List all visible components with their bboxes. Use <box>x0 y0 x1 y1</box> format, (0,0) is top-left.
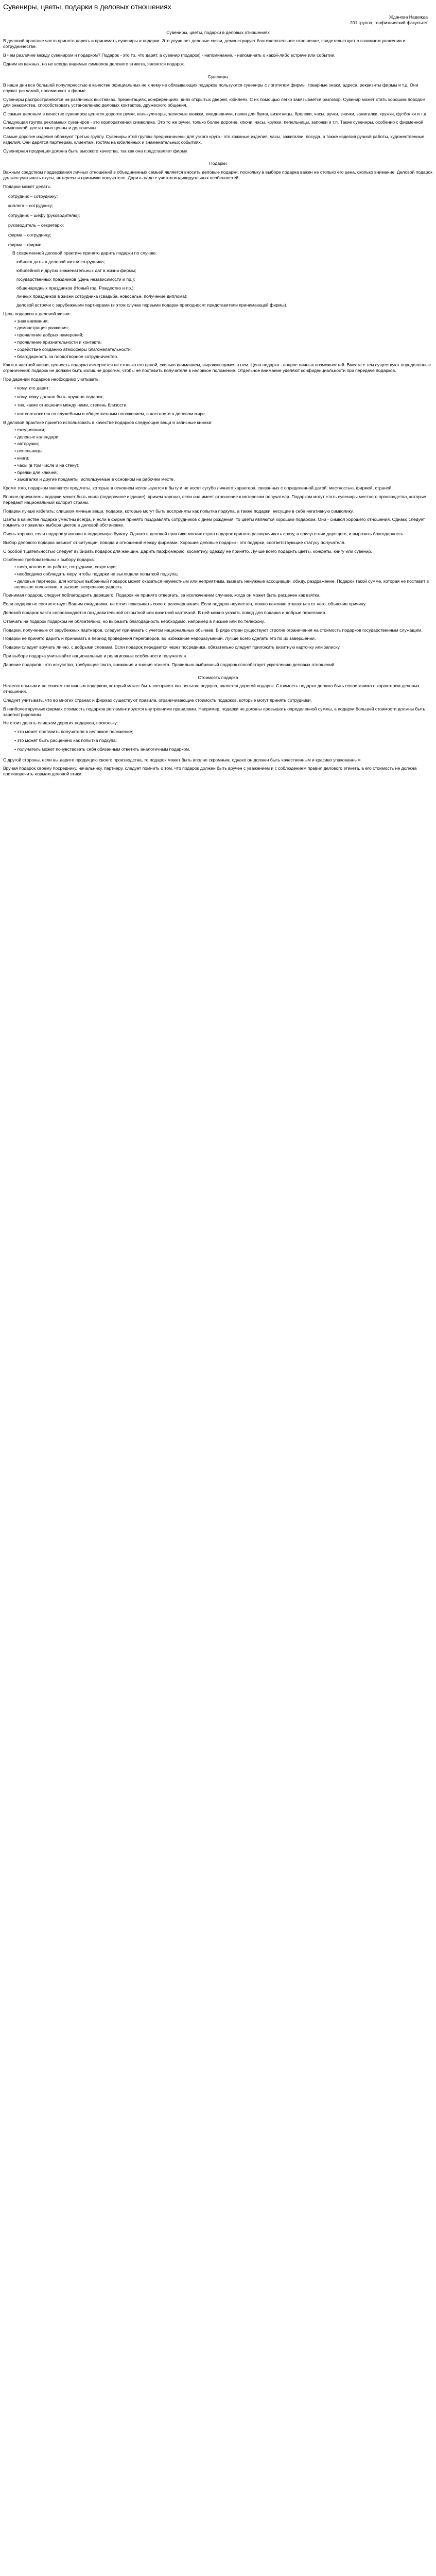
paragraph: При выборе подарка учитывайте национальные и религиозные особенности получателя. <box>3 653 187 658</box>
paragraph: Важным средством поддержания личных отношений в объединенных семьей является вносить деловые подарки, поскольку в выборе подарка важен не столько его цена, сколько внимание. Деловой подарок должен учитывать вкусы, интересы и привычки получателя. Дарить надо с учетом индивидуальных особенностей. <box>3 170 433 180</box>
paragraph: Подарки не принято дарить и принимать в период проведения переговоров, во избежание недоразумений. Лучше всего сделать это по их завершении. <box>3 636 316 641</box>
list-item: • благодарность за плодотворное сотрудничество. <box>14 354 433 360</box>
paragraph: Подарки, полученные от зарубежных партнеров, следует принимать с учетом национальных обычаев. В ряде стран существуют строгие ограничения на стоимость подарков государственным служащим. <box>3 627 423 633</box>
paragraph: Следует учитывать, что во многих странах и фирмах существуют правила, ограничивающие стоимость подарков, которые могут принять сотрудники. <box>3 697 312 703</box>
paragraph: Не стоит делать слишком дорогих подарков, поскольку: <box>3 720 118 726</box>
paragraph: В деловой практике принято использовать в качестве подарков следующие вещи и записные книжки: <box>3 420 213 426</box>
paragraph: Следующая группа рекламных сувениров - это корпоративная символика. Это то же ручки, только более дорогие, ключи, часы, кружки, пепельницы, запонки и т.п. Такие сувениры, особенно с фирменной символикой, достаточно ценны и долговечны. <box>3 120 424 131</box>
paragraph: Сувениры распространяются на различных выставках, презентациях, конференциях, днях открытых дверей, юбилеях. С их помощью легко завязывается разговор. Сувенир может стать хорошим поводом для знакомства, способствовать установлению деловых контактов, дружеского общения. <box>3 96 426 108</box>
list-item: • как соотносится со служебным и общественным положением, в частности в деловом мире. <box>14 411 433 417</box>
paragraph: В наши дни все большей популярностью в качестве официальных не к чему не обязывающих подарков пользуются сувениры с логотипом фирмы, товарные знаки, адреса, реквизиты фирмы и т.д. Они служат рекламой, напоминают о фирме. <box>3 82 418 94</box>
list-item: • кому, кто дарит; <box>14 385 433 391</box>
list-item: • часы (в том числе и на стену); <box>14 463 433 468</box>
paragraph: Отвечать на подарок подарком не обязательно, но выразить благодарность необходимо, например в письме или по телефону. <box>3 618 265 624</box>
list-item: • авторучки; <box>14 441 433 447</box>
author-name: Жданова Надежда <box>389 14 428 20</box>
paragraph: При дарении подарков необходимо учитывать: <box>3 377 100 382</box>
author-group: 201 группа, геофизический факультет <box>350 20 428 25</box>
list-item: • книги; <box>14 455 433 461</box>
paragraph: Принимая подарок, следует поблагодарить дарящего. Подарок не принято отвергать, за исключением случаев, когда он может быть расценен как взятка. <box>3 592 321 598</box>
list-item: сотрудник – сотруднику; <box>8 193 58 199</box>
list-item: • получатель может почувствовать себя обязанным ответить аналогичным подарком. <box>14 747 433 752</box>
list-item: юбилея даты в деловой жизни сотрудника; <box>16 259 105 265</box>
list-item: • проявление добрых намерений; <box>14 332 433 338</box>
list-item: • деловые календари; <box>14 434 433 440</box>
list-item: государственных праздников (День независимости и пр.); <box>16 276 135 282</box>
list-item: сотрудник – шефу (руководителю); <box>8 213 80 218</box>
section-heading-cost: Стоимость подарка <box>198 674 238 680</box>
paragraph: В чем различие между сувениром и подарком? Подарок - это то, что дарят, а сувенир (подарок) - напоминание, - напоминать о какой-либо встрече или событии. <box>3 52 336 58</box>
list-item: • знак внимания; <box>14 318 433 324</box>
paragraph: Нежелательным и не совсем тактичным подарком, который может быть воспринят как попытка подкупа, является дорогой подарок. Стоимость подарка должна быть сопоставима с характером деловых отношений. <box>3 683 420 694</box>
paragraph: Подарки следует вручать лично, с добрыми словами. Если подарок передается через посредника, обязательно следует приложить визитную карточку или записку. <box>3 645 341 650</box>
list-item: фирма – сотруднику; <box>8 232 51 238</box>
paragraph: Кроме того, подарком являются предметы, которые в основном используются в быту и не носят сугубо личного характера, связанных с определенной датой, местностью, фирмой, страной. <box>3 485 393 491</box>
paragraph: Выбор делового подарка зависит от ситуации, повода и отношений между фирмами. Хорошие деловые подарки - это подарки, соответствующие статусу получателя. <box>3 539 345 545</box>
list-item: руководитель – секретарю; <box>8 222 64 228</box>
list-item: • кому, кому должно быть вручено подарок; <box>14 394 433 400</box>
paragraph: С особой тщательностью следует выбирать подарок для женщин. Дарить парфюмерию, косметику, одежду не принято. Лучше всего подарить цветы, конфеты, книгу или сувенир. <box>3 548 372 554</box>
list-item: • проявление признательности и контакта; <box>14 340 433 345</box>
paragraph: Подарки может делать: <box>3 183 51 189</box>
section-heading-gifts: Подарки <box>209 161 227 166</box>
list-item: юбилейной и других знаменательных дат в жизни фирмы; <box>16 267 136 273</box>
paragraph: Одним из важных, но не всегда видимых символов делового этикета, является подарок. <box>3 61 185 66</box>
list-item: • пепельницы; <box>14 448 433 454</box>
paragraph: Вручая подарок своему посреднику, начальнику, партнеру, следует помнить о том, что подарок должен быть вручен с уважением и с соблюдением правил делового этикета, а его стоимость не должна противоречить нормам деловой этики. <box>3 766 417 777</box>
paragraph: Особенно требовательны к выбору подарка: <box>3 557 95 563</box>
list-item: фирма – фирме. <box>8 242 43 247</box>
paragraph: Самые дорогие изделия образуют третью группу. Сувениры этой группы предназначены для узкого круга - это кожаные изделия, часы, зажигалки, посуда, а также изделия ручной работы, художественные изделия. Они дарятся партнерам, клиентам, гостям на юбилейных и знаменательных событиях. <box>3 133 425 145</box>
list-item: • шеф, коллеги по работе, сотрудники, секретари; <box>14 564 433 570</box>
paragraph: Дарение подарков - это искусство, требующее такта, внимания и знания этикета. Правильно выбранный подарок способствует укреплению деловых отношений. <box>3 662 336 667</box>
paragraph: Подарки лучше избегать: слишком личные вещи, подарки, которые могут быть восприняты как попытка подкупа, а также подарки, несущие в себе негативную символику. <box>3 508 354 514</box>
list-item: • зажигалки и другие предметы, используемые в основном на рабочем месте. <box>14 477 433 482</box>
paragraph: Цветы в качестве подарка уместны всегда, и если в фирме принято поздравлять сотрудников с днем рождения, то цветы являются хорошим подарком. Они - символ хорошего отношения. Однако следует помнить о правилах выбора цветов в деловой обстановке. <box>3 517 425 528</box>
paragraph: Очень хорошо, если подарок упакован в подарочную бумагу. Однако в деловой практике многих стран подарок принято разворачивать сразу, в присутствии дарящего, и выразить благодарность. <box>3 531 405 536</box>
list-item: личных праздников в жизни сотрудника (свадьба, новоселье, получение диплома); <box>16 294 188 299</box>
paragraph: В современной деловой практике принято дарить подарки по случаю: <box>12 250 157 256</box>
paragraph: Как и в частной жизни, ценность подарка измеряется не столько его ценой, сколько вниманием, выражающимся в нем. Цена подарка - вопрос личных возможностей. Вместе с тем существуют определенные ограничения: подарок не должен быть излишне дорогим, чтобы не поставить получателя в неловкое положение. Отдельное внимание уделяют конфиденциальности при передаче подарков. <box>3 362 431 374</box>
list-item: • демонстрация уважения; <box>14 325 433 331</box>
paragraph: Деловой подарок часто сопровождается поздравительной открыткой или визитной карточкой. В ней можно указать повод для подарка и добрые пожелания. <box>3 609 326 615</box>
paragraph: Вполне приемлемы подарки может быть книга (подарочное издание), причем хорошо, если она имеет отношение к интересам получателя. Подарком могут стать сувениры местного производства, которые передают национальный колорит страны. <box>3 494 426 505</box>
section-heading-souvenirs: Сувениры <box>207 74 229 79</box>
list-item: • тип, какие отношения между ними, степень близости; <box>14 402 433 408</box>
list-item: • необходимо соблюдать меру, чтобы подарки не выглядели попыткой подкупа; <box>14 571 433 577</box>
list-item: коллега – сотруднику; <box>8 203 54 209</box>
list-item: • деловые партнеры, для которых выбранный подарок может оказаться неуместным или неприятным, вызвать ненужные ассоциации, обиду, раздражение. Подарок такой сумме, которая не поставит в неловкое положение, а вызовет искреннюю радость. <box>14 579 433 590</box>
paragraph: С другой стороны, если вы дарите продукцию своего производства, то подарок может быть вполне скромным, однако он должен быть качественным и красиво упакованным. <box>3 757 362 762</box>
list-item: • ежедневники; <box>14 427 433 433</box>
paragraph: Если подарок не соответствует Вашим ожиданиям, не стоит показывать своего разочарования. Если подарок неуместен, можно вежливо отказаться от него, объяснив причину. <box>3 601 367 607</box>
list-item: общенародных праздников (Новый год, Рождество и пр.); <box>16 285 135 291</box>
paragraph: Цель подарков в деловой жизни: <box>3 311 71 316</box>
paragraph: Сувенирная продукция должна быть высокого качества, так как она представляет фирму. <box>3 148 188 154</box>
document-title: Сувениры, цветы, подарки в деловых отношениях <box>3 3 171 11</box>
list-item: деловой встречи с зарубежными партнерами (в этом случае первыми подарки преподносят представители принимающей фирмы). <box>16 302 288 308</box>
list-item: • это может быть расценено как попытка подкупа; <box>14 738 433 743</box>
paragraph: В наиболее крупных фирмах стоимость подарков регламентируется внутренними правилами. Например, подарки не должны превышать определенной суммы, а подарки большей стоимости должны быть зарегистрированы. <box>3 706 425 717</box>
paragraph: С самым деловым в качестве сувениров ценятся дорогие ручки, калькуляторы, записные книжки, ежедневники, папки для бумаг, визитницы, брелоки, часы, ручки, значки, зажигалки, кружки, футболки и т.д. <box>3 111 428 116</box>
list-item: • это может поставить получателя в неловкое положение; <box>14 729 433 735</box>
list-item: • брелки для ключей; <box>14 470 433 476</box>
list-item: • содействие созданию атмосферы благожелательности; <box>14 347 433 352</box>
paragraph: В деловой практике часто принято дарить и принимать сувениры и подарки. Это улучшает деловые связи, демонстрирует благожелательное отношение, свидетельствует о взаимном уважении и сотрудничестве. <box>3 38 406 49</box>
section-heading: Сувениры, цветы, подарки в деловых отношениях <box>166 29 270 35</box>
